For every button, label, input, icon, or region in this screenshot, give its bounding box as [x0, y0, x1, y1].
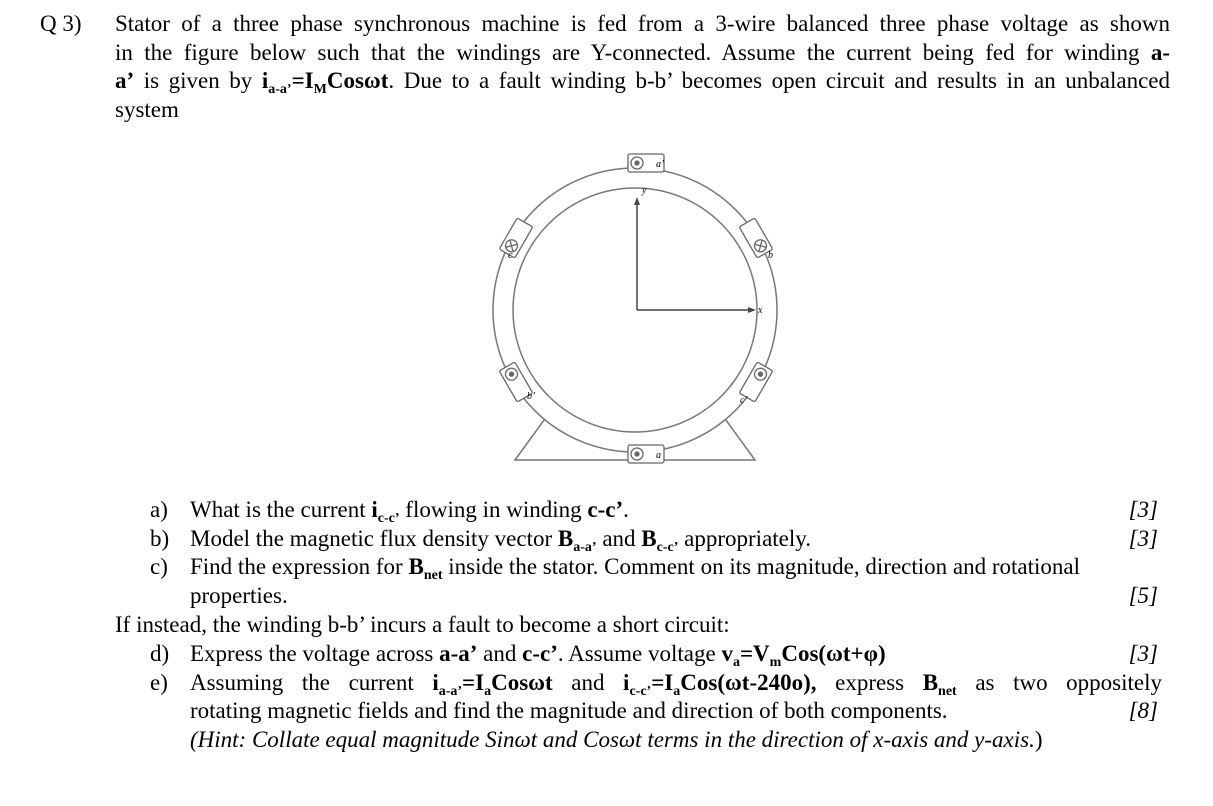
question-intro — [115, 10, 1170, 124]
parts-list-1 — [150, 496, 1170, 610]
part-b-label: b) — [150, 525, 170, 551]
part-a: a) What is the current $i_{c-c’}$ flowing in winding c-c’. [3] — [150, 497, 1158, 526]
intro-line-2: in the figure below such that the windings are Y-connected. Assume the current being fed for winding a- — [115, 39, 1171, 65]
part-e-hint: (Hint: Collate equal magnitude Sinωt and Cosωt terms in the direction of x-axis and y-axis.) — [190, 726, 1043, 752]
label-b-prime: b’ — [527, 391, 536, 402]
part-c: c) Find the expression for $B_{net}$ inside the stator. Comment on its magnitude, direction and rotational properties. [5] — [150, 553, 1170, 610]
label-a: a — [656, 450, 661, 461]
intro-line-1: Stator of a three phase synchronous machine is fed from a 3-wire balanced three phase voltage as shown — [115, 11, 1170, 36]
part-a-label: a) — [150, 497, 168, 522]
label-a-prime: a’ — [656, 159, 665, 170]
part-e-label: e) — [150, 669, 168, 695]
stator-diagram — [470, 150, 800, 485]
label-c-prime: c’ — [740, 395, 748, 406]
part-c-label: c) — [150, 554, 168, 579]
part-b: b) Model the magnetic flux density vector $B_{a-a’}$ and $B_{c-c’}$ appropriately. [3] — [150, 525, 1158, 555]
intro-line-3: a’ is given by $i_{a-a’}=I_MCos\omega t$. Due to a fault winding b-b’ becomes open circuit and results in an unbalanced — [115, 68, 1171, 97]
question-number: Q 3) — [40, 11, 82, 36]
stator-figure — [470, 150, 800, 485]
part-a-marks: [3] — [1128, 497, 1158, 522]
intro-line-4: system — [115, 96, 179, 122]
parts-list-2 — [150, 640, 1170, 754]
label-c: c — [508, 250, 513, 261]
part-d-marks: [3] — [1128, 641, 1158, 666]
part-e-marks: [8] — [1128, 698, 1158, 723]
part-b-marks: [3] — [1128, 525, 1158, 551]
part-e: e) Assuming the current $i_{a-a’}=I_aCos\omega t$ and $i_{c-c’}=I_aCos(\omega t-240o)$, express $B_{net}$ as two oppositely rotating magnetic fields and find the magnitude and direction of both components. [8] (Hint: Collate equal magnitude Sinωt and Cosωt terms in the direction of x-axis and y-axis.) — [150, 669, 1170, 755]
part-d: d) Express the voltage across a-a’ and c-c’. Assume voltage $v_a=V_mCos(\omega t+\varphi)$ [3] — [150, 641, 1158, 670]
axis-label-x: x — [758, 305, 763, 316]
subheading-short-circuit: If instead, the winding b-b’ incurs a fault to become a short circuit: — [115, 612, 730, 637]
part-c-marks: [5] — [1128, 582, 1158, 608]
label-b: b — [768, 250, 773, 261]
axis-label-y: y — [642, 185, 647, 196]
part-d-label: d) — [150, 641, 170, 666]
